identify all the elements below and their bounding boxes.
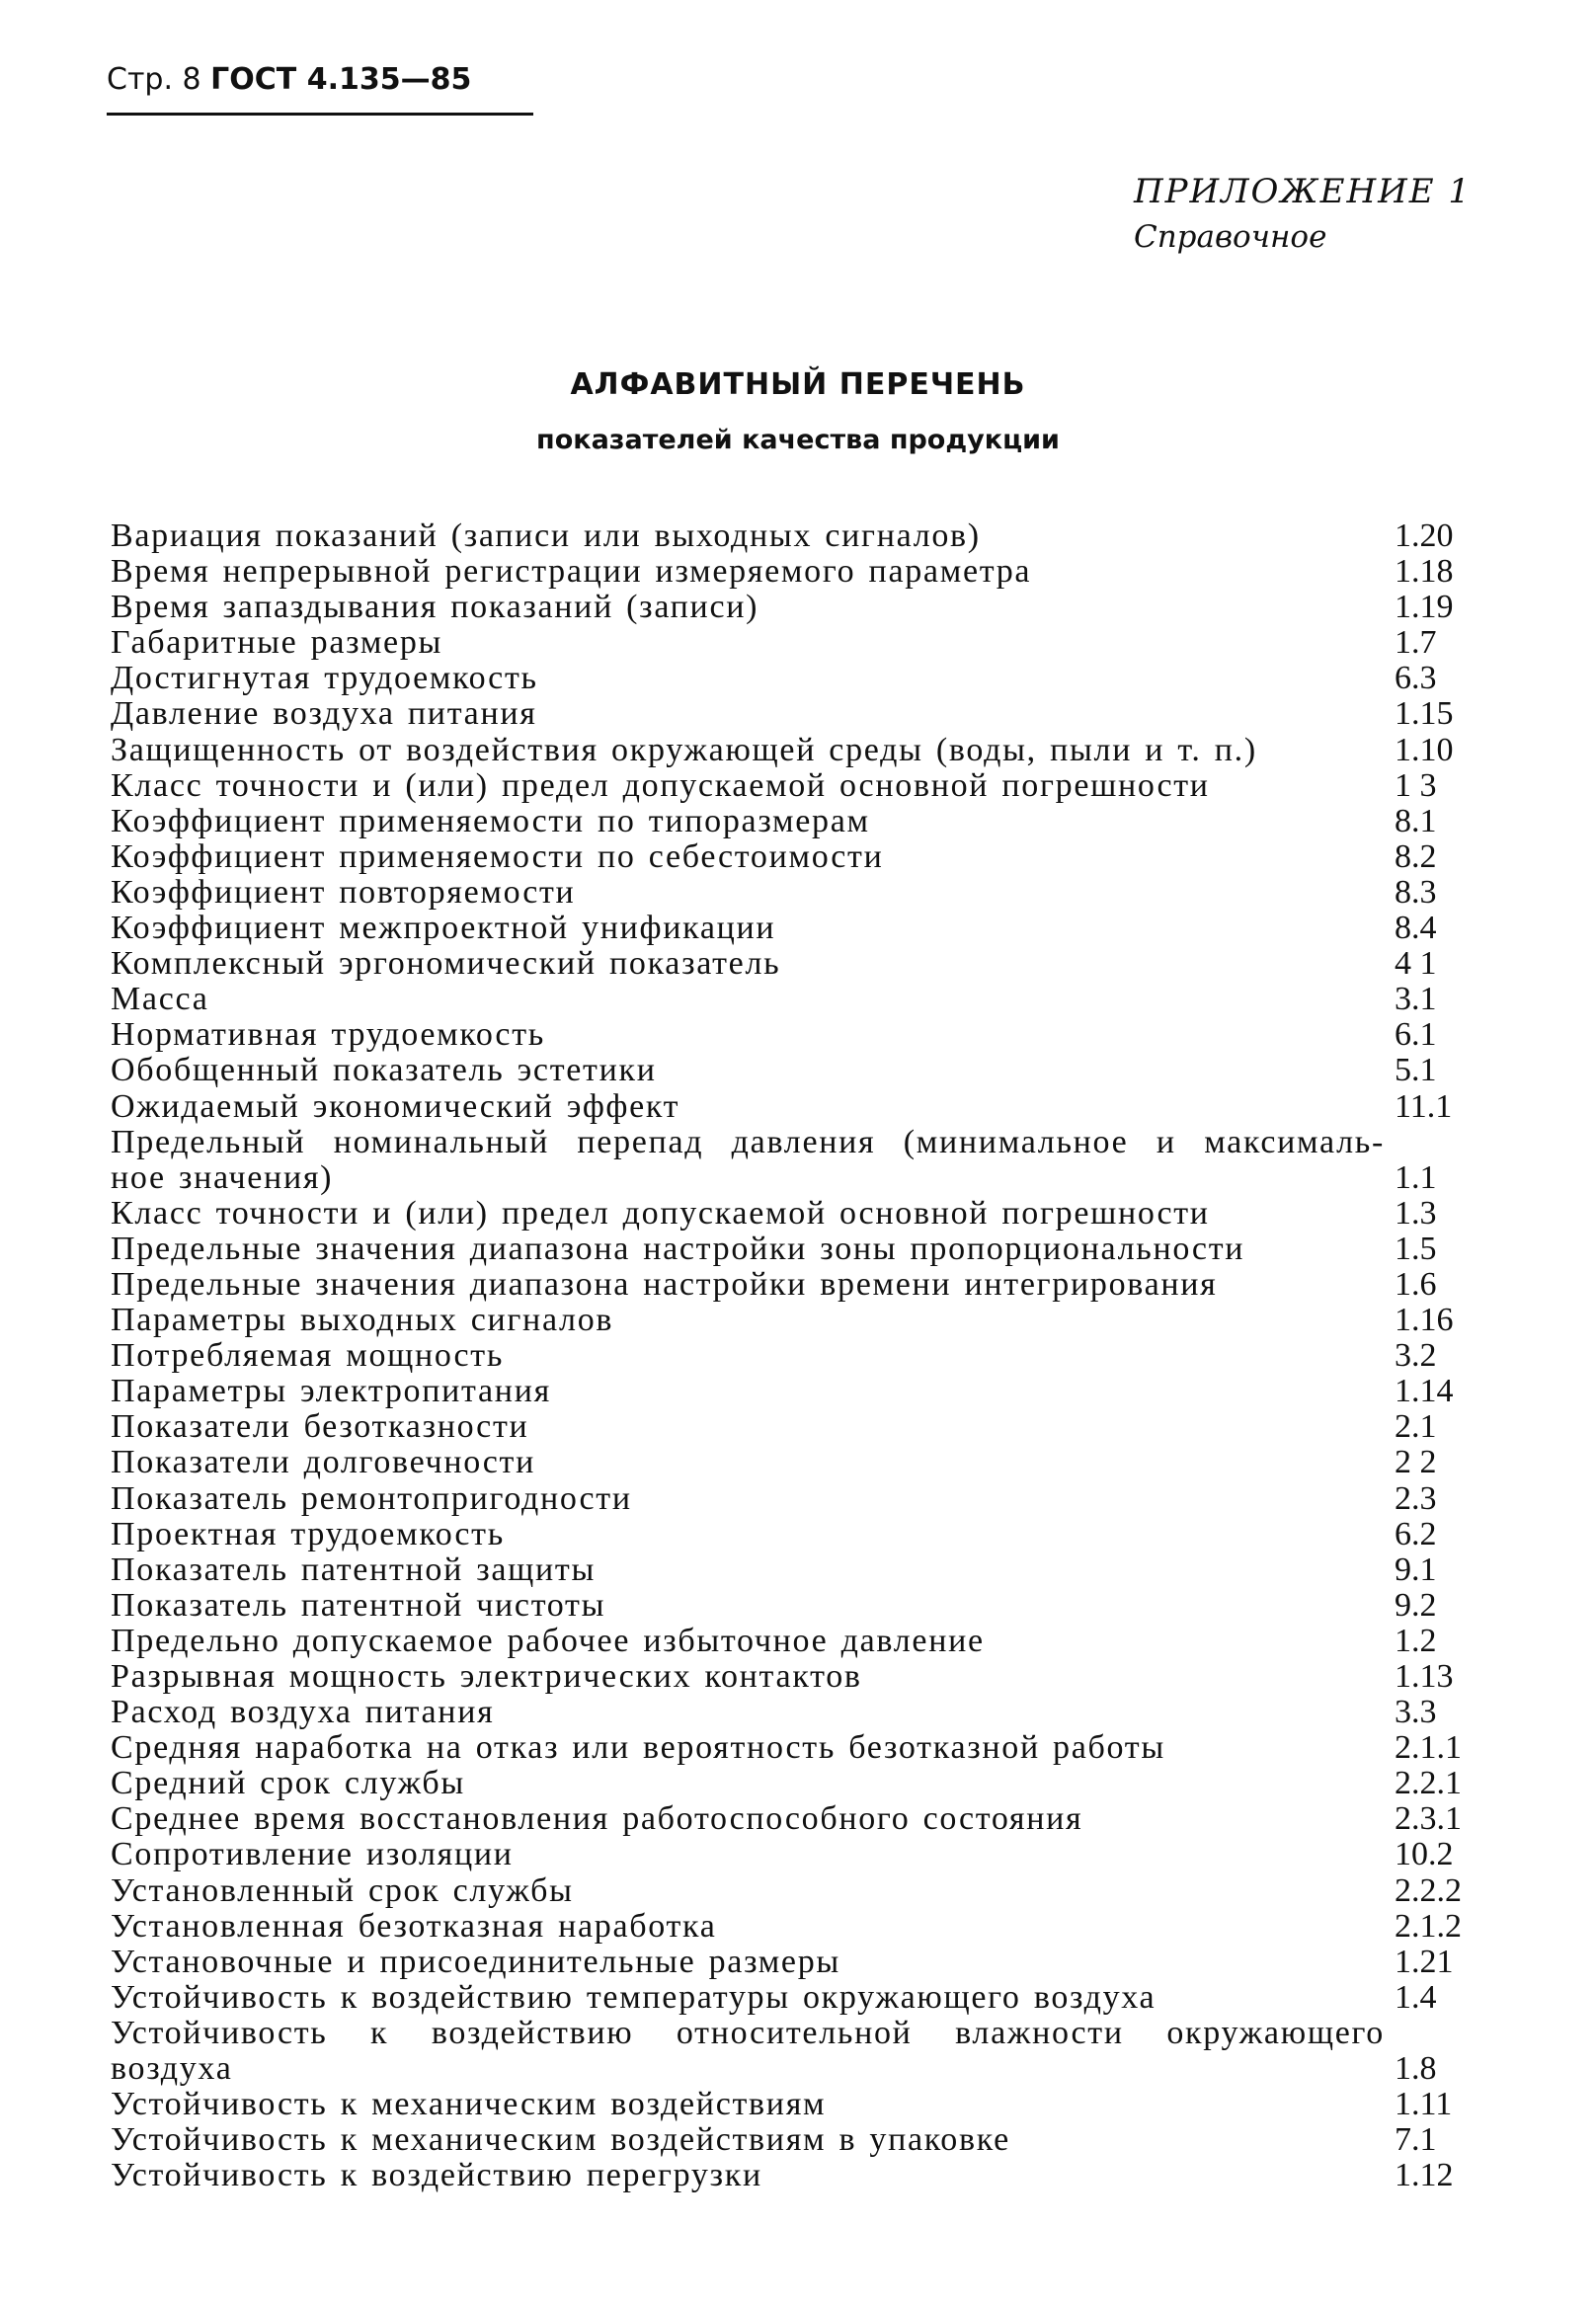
indicator-reference: 1.21 (1395, 1943, 1454, 1980)
indicator-reference: 1.14 (1395, 1373, 1454, 1410)
indicator-name: Показатель ремонтопригодности (111, 1479, 632, 1517)
indicator-reference: 1.13 (1395, 1658, 1454, 1695)
indicator-reference: 2.3.1 (1395, 1800, 1462, 1838)
indicator-name: Потребляемая мощность (111, 1337, 505, 1375)
index-row (111, 768, 1503, 804)
index-row (111, 946, 1503, 982)
indicator-name: Показатель патентной чистоты (111, 1586, 606, 1624)
indicator-name: Вариация показаний (записи или выходных сигналов) (111, 517, 981, 554)
index-row (111, 625, 1503, 661)
index-row (111, 1089, 1503, 1125)
index-row (111, 1267, 1503, 1303)
index-row (111, 1801, 1503, 1837)
index-row (111, 1374, 1503, 1409)
indicator-reference: 1.3 (1395, 1194, 1437, 1232)
indicator-reference: 1.16 (1395, 1302, 1454, 1339)
index-row (111, 1873, 1503, 1909)
indicator-name: Параметры электропитания (111, 1373, 551, 1410)
index-row (111, 696, 1503, 732)
indicator-reference: 2.3 (1395, 1479, 1437, 1517)
indicator-name: Устойчивость к механическим воздействиям (111, 2086, 827, 2123)
appendix-title: ПРИЛОЖЕНИЕ 1 (1134, 172, 1473, 211)
indicator-reference: 6.2 (1395, 1515, 1437, 1552)
indicator-name: Масса (111, 981, 209, 1018)
indicator-name: Коэффициент применяемости по типоразмерам (111, 802, 870, 839)
indicator-name: Параметры выходных сигналов (111, 1302, 614, 1339)
indicator-name: Коэффициент повторяемости (111, 873, 576, 911)
index-row (111, 1517, 1503, 1552)
index-row (111, 982, 1503, 1017)
index-row (111, 839, 1503, 875)
index-row (111, 1338, 1503, 1374)
indicator-name: Установленная безотказная наработка (111, 1907, 717, 1945)
index-row (111, 661, 1503, 696)
index-row (111, 1232, 1503, 1267)
indicator-reference: 1.7 (1395, 624, 1437, 662)
indicator-name: Показатель патентной защиты (111, 1551, 597, 1588)
indicator-reference: 3.1 (1395, 981, 1437, 1018)
indicator-name: ное значения) (111, 1158, 334, 1196)
indicator-reference: 2 2 (1395, 1444, 1437, 1481)
index-row (111, 2051, 1503, 2087)
index-row (111, 1624, 1503, 1659)
indicator-name: Показатели безотказности (111, 1408, 529, 1446)
index-row (111, 1695, 1503, 1730)
indicator-reference: 1.5 (1395, 1230, 1437, 1267)
indicator-name: Показатели долговечности (111, 1444, 536, 1481)
indicator-name: Среднее время восстановления работоспособного состояния (111, 1800, 1083, 1838)
index-row (111, 1125, 1503, 1160)
indicator-name: Устойчивость к механическим воздействиям в упаковке (111, 2121, 1010, 2159)
indicator-reference: 1.1 (1395, 1158, 1437, 1196)
index-row (111, 518, 1503, 554)
index-row (111, 2122, 1503, 2158)
indicator-name: Класс точности и (или) предел допускаемой основной погрешности (111, 766, 1210, 804)
indicator-name: Средний срок службы (111, 1765, 465, 1802)
indicator-name: Габаритные размеры (111, 624, 443, 662)
index-row (111, 911, 1503, 946)
index-row (111, 733, 1503, 768)
indicator-name: Установленный срок службы (111, 1871, 574, 1909)
index-row (111, 1730, 1503, 1766)
indicator-reference: 5.1 (1395, 1052, 1437, 1089)
index-row (111, 1017, 1503, 1053)
indicator-name: Проектная трудоемкость (111, 1515, 505, 1552)
indicator-reference: 8.3 (1395, 873, 1437, 911)
index-row (111, 1588, 1503, 1624)
indicator-name: Давление воздуха питания (111, 695, 537, 733)
indicator-name: воздуха (111, 2050, 233, 2088)
index-row (111, 2158, 1503, 2193)
indicator-name: Предельные значения диапазона настройки зоны пропорциональности (111, 1230, 1245, 1267)
index-row (111, 2087, 1503, 2122)
indicator-reference: 1.4 (1395, 1978, 1437, 2016)
indicator-name: Разрывная мощность электрических контактов (111, 1658, 862, 1695)
indicator-reference: 1.18 (1395, 553, 1454, 591)
indicator-reference: 7.1 (1395, 2121, 1437, 2159)
indicator-name: Коэффициент межпроектной унификации (111, 910, 776, 947)
indicator-reference: 3.3 (1395, 1694, 1437, 1731)
indicator-reference: 1.2 (1395, 1622, 1437, 1659)
indicator-reference: 8.1 (1395, 802, 1437, 839)
index-row (111, 1766, 1503, 1801)
indicator-reference: 1.6 (1395, 1265, 1437, 1303)
indicator-name: Устойчивость к воздействию относительной влажности окружающего (111, 2014, 1385, 2051)
indicator-name: Класс точности и (или) предел допускаемой основной погрешности (111, 1194, 1210, 1232)
indicator-name: Защищенность от воздействия окружающей среды (воды, пыли и т. п.) (111, 731, 1257, 768)
indicator-name: Ожидаемый экономический эффект (111, 1087, 680, 1125)
index-row (111, 875, 1503, 911)
indicator-reference: 3.2 (1395, 1337, 1437, 1375)
indicator-reference: 6.3 (1395, 660, 1437, 697)
index-row (111, 1552, 1503, 1588)
indicator-name: Установочные и присоединительные размеры (111, 1943, 840, 1980)
indicator-reference: 1.19 (1395, 589, 1454, 626)
index-row (111, 1659, 1503, 1695)
indicator-reference: 1.12 (1395, 2157, 1454, 2194)
indicator-reference: 10.2 (1395, 1836, 1454, 1873)
indicator-name: Коэффициент применяемости по себестоимости (111, 837, 884, 875)
page-number: Стр. 8 (107, 62, 201, 97)
indicator-reference: 9.1 (1395, 1551, 1437, 1588)
indicator-reference: 1.10 (1395, 731, 1454, 768)
indicator-name: Предельные значения диапазона настройки времени интегрирования (111, 1265, 1218, 1303)
indicator-reference: 1.11 (1395, 2086, 1453, 2123)
indicator-reference: 2.1 (1395, 1408, 1437, 1446)
indicator-reference: 4 1 (1395, 945, 1437, 983)
indicator-name: Предельный номинальный перепад давления (минимальное и максималь- (111, 1123, 1385, 1160)
indicator-reference: 1 3 (1395, 766, 1437, 804)
indicator-reference: 2.2.1 (1395, 1765, 1462, 1802)
index-row (111, 590, 1503, 625)
indicator-reference: 8.4 (1395, 910, 1437, 947)
indicator-name: Достигнутая трудоемкость (111, 660, 538, 697)
index-row (111, 1053, 1503, 1088)
index-row (111, 1196, 1503, 1232)
index-row (111, 804, 1503, 839)
indicator-reference: 1.15 (1395, 695, 1454, 733)
index-list (111, 518, 1503, 2193)
indicator-name: Сопротивление изоляции (111, 1836, 514, 1873)
indicator-name: Время непрерывной регистрации измеряемого параметра (111, 553, 1032, 591)
document-subtitle: показателей качества продукции (536, 425, 1060, 455)
indicator-name: Предельно допускаемое рабочее избыточное давление (111, 1622, 985, 1659)
index-row (111, 1980, 1503, 2016)
indicator-name: Комплексный эргономический показатель (111, 945, 781, 983)
indicator-reference: 8.2 (1395, 837, 1437, 875)
indicator-name: Расход воздуха питания (111, 1694, 495, 1731)
indicator-name: Средняя наработка на отказ или вероятность безотказной работы (111, 1729, 1165, 1767)
indicator-reference: 9.2 (1395, 1586, 1437, 1624)
indicator-name: Устойчивость к воздействию перегрузки (111, 2157, 762, 2194)
indicator-reference: 2.1.1 (1395, 1729, 1462, 1767)
indicator-reference: 6.1 (1395, 1016, 1437, 1054)
index-row (111, 1445, 1503, 1480)
indicator-reference: 1.20 (1395, 517, 1454, 554)
standard-number: ГОСТ 4.135—85 (210, 62, 472, 97)
indicator-reference: 2.2.2 (1395, 1871, 1462, 1909)
index-row (111, 1837, 1503, 1872)
index-row (111, 554, 1503, 590)
indicator-reference: 1.8 (1395, 2050, 1437, 2088)
index-row (111, 1945, 1503, 1980)
index-row (111, 2016, 1503, 2051)
indicator-name: Устойчивость к воздействию температуры окружающего воздуха (111, 1978, 1157, 2016)
header-rule (107, 113, 533, 116)
indicator-reference: 11.1 (1395, 1087, 1453, 1125)
appendix-subtitle: Справочное (1134, 219, 1327, 255)
document-title: АЛФАВИТНЫЙ ПЕРЕЧЕНЬ (570, 367, 1026, 402)
indicator-name: Время запаздывания показаний (записи) (111, 589, 759, 626)
indicator-name: Нормативная трудоемкость (111, 1016, 545, 1054)
indicator-reference: 2.1.2 (1395, 1907, 1462, 1945)
indicator-name: Обобщенный показатель эстетики (111, 1052, 657, 1089)
index-row (111, 1409, 1503, 1445)
index-row (111, 1303, 1503, 1338)
index-row (111, 1909, 1503, 1945)
index-row (111, 1160, 1503, 1196)
index-row (111, 1481, 1503, 1517)
page-header (107, 62, 472, 97)
